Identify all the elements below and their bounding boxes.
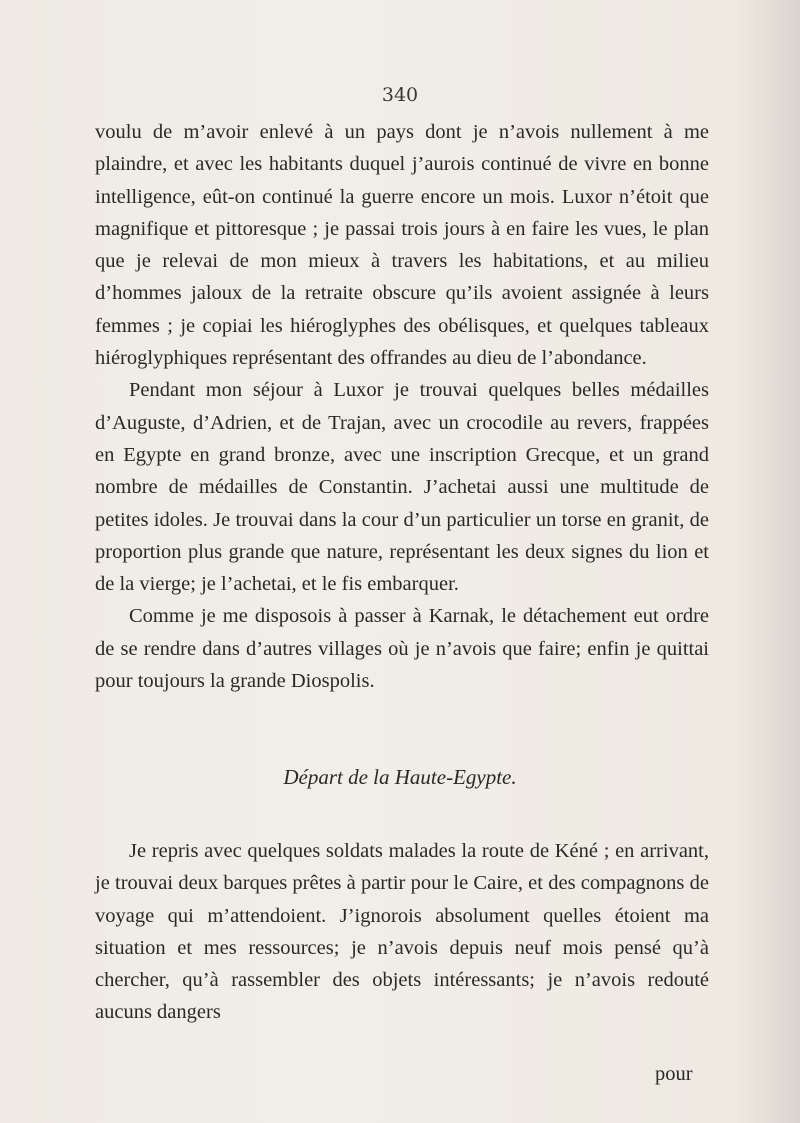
section-heading: Départ de la Haute-Egypte. bbox=[283, 765, 517, 789]
paragraph-4: Je repris avec quelques soldats malades la route de Kéné ; en arrivant, je trouvai deux barques prêtes à partir pour le Caire, et des compagnons de voyage qui m’attendoient. J’ignorois absolument quelles étoient ma situation et mes ressources; je n’avois depuis neuf mois pensé qu’à chercher, qu’à rassembler des objets intéressants; je n’avois redouté aucuns dangers bbox=[95, 840, 709, 1024]
paragraph-3: Comme je me disposois à passer à Karnak, le détachement eut ordre de se rendre dans d’autres villages où je n’avois que faire; enfin je quittai pour toujours la grande Diospolis. bbox=[95, 605, 709, 693]
paragraph-1: voulu de m’avoir enlevé à un pays dont je n’avois nullement à me plaindre, et avec les habitants duquel j’aurois continué de vivre en bonne intelligence, eût-on continué la guerre encore un mois. Luxor n’étoit que magnifique et pittoresque ; je passai trois jours à en faire les vues, le plan que je relevai de mon mieux à travers les habitations, et au milieu d’hommes jaloux de la retraite obscure qu’ils avoient assignée à leurs femmes ; je copiai les hiéroglyphes des obélisques, et quelques tableaux hiéroglyphiques représentant des offrandes au dieu de l’abondance. bbox=[95, 121, 709, 370]
catchword: pour bbox=[655, 1063, 693, 1085]
body-text-bottom bbox=[95, 835, 709, 1029]
page-number: 340 bbox=[381, 84, 419, 106]
body-text-top bbox=[95, 116, 709, 697]
paragraph-2: Pendant mon séjour à Luxor je trouvai quelques belles médailles d’Auguste, d’Adrien, et de Trajan, avec un crocodile au revers, frappées en Egypte en grand bronze, avec une inscription Grecque, et un grand nombre de médailles de Constantin. J’achetai aussi une multitude de petites idoles. Je trouvai dans la cour d’un particulier un torse en granit, de proportion plus grande que nature, représentant les deux signes du lion et de la vierge; je l’achetai, et le fis embarquer. bbox=[95, 379, 709, 596]
